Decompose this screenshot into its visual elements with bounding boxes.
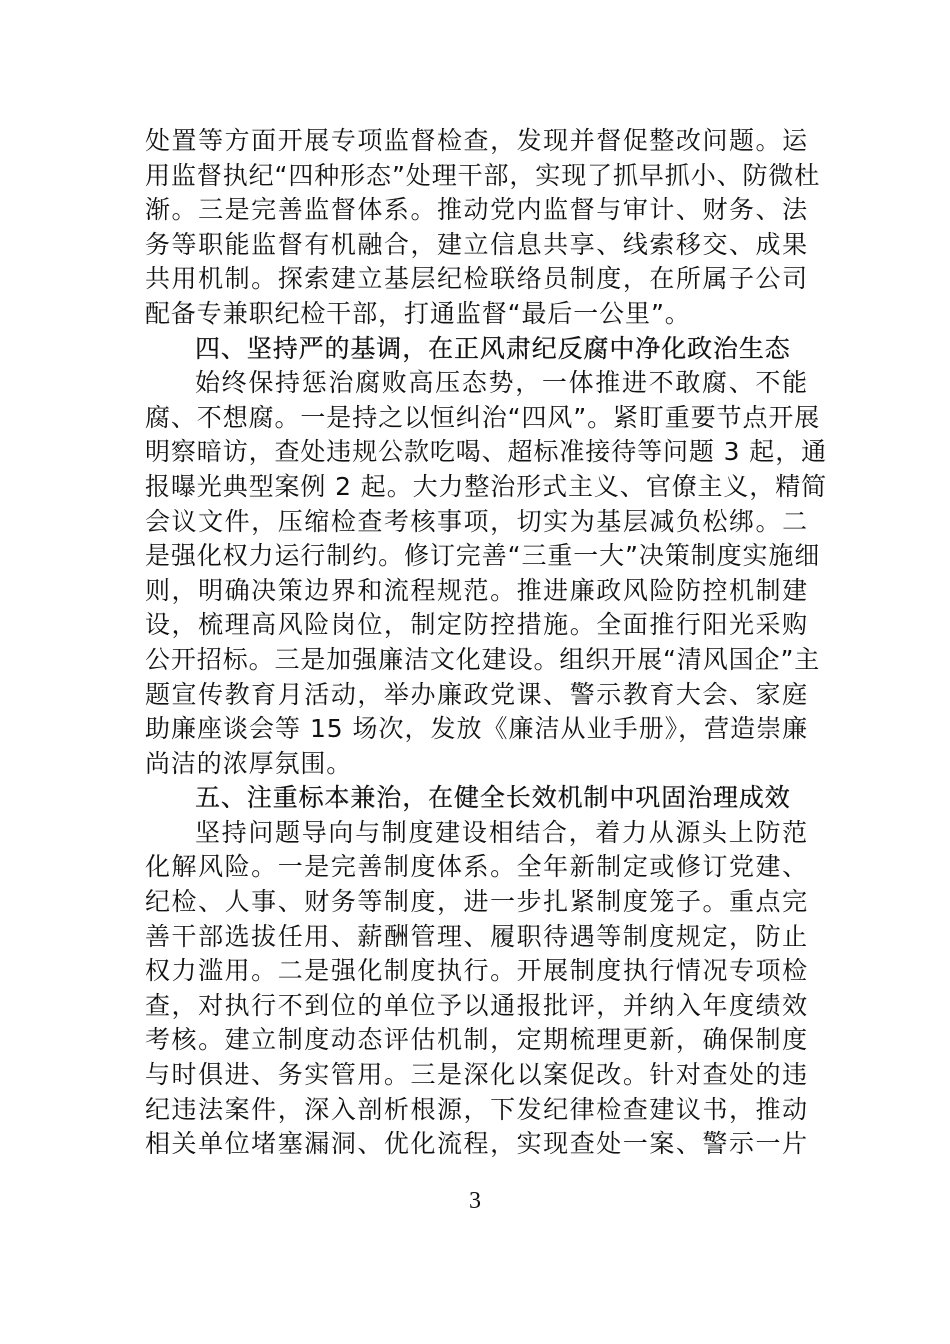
text-line: 设，梳理高风险岗位，制定防控措施。全面推行阳光采购 [145,610,808,640]
text-line: 与时俱进、务实管用。三是深化以案促改。针对查处的违 [145,1060,808,1090]
text-line: 务等职能监督有机融合，建立信息共享、线索移交、成果 [145,229,808,259]
section-heading-4: 四、坚持严的基调，在正风肃纪反腐中净化政治生态 [195,333,791,363]
section-heading-5: 五、注重标本兼治，在健全长效机制中巩固治理成效 [195,783,791,813]
text-line: 配备专兼职纪检干部，打通监督“最后一公里”。 [145,298,691,328]
text-line: 助廉座谈会等 15 场次，发放《廉洁从业手册》，营造崇廉 [145,714,808,744]
text-line: 渐。三是完善监督体系。推动党内监督与审计、财务、法 [145,195,808,225]
text-line: 报曝光典型案例 2 起。大力整治形式主义、官僚主义，精简 [145,471,828,501]
text-line: 公开招标。三是加强廉洁文化建设。组织开展“清风国企”主 [145,644,821,674]
text-line: 共用机制。探索建立基层纪检联络员制度，在所属子公司 [145,264,808,294]
text-line: 始终保持惩治腐败高压态势，一体推进不敢腐、不能 [195,368,808,398]
text-line: 是强化权力运行制约。修订完善“三重一大”决策制度实施细 [145,541,821,571]
text-line: 化解风险。一是完善制度体系。全年新制定或修订党建、 [145,852,808,882]
text-line: 纪违法案件，深入剖析根源，下发纪律检查建议书，推动 [145,1094,808,1124]
text-line: 腐、不想腐。一是持之以恒纠治“四风”。紧盯重要节点开展 [145,402,821,432]
text-line: 善干部选拔任用、薪酬管理、履职待遇等制度规定，防止 [145,921,808,951]
text-line: 查，对执行不到位的单位予以通报批评，并纳入年度绩效 [145,990,808,1020]
text-line: 权力滥用。二是强化制度执行。开展制度执行情况专项检 [145,956,808,986]
text-line: 考核。建立制度动态评估机制，定期梳理更新，确保制度 [145,1025,808,1055]
text-line: 用监督执纪“四种形态”处理干部，实现了抓早抓小、防微杜 [145,160,821,190]
text-line: 会议文件，压缩检查考核事项，切实为基层减负松绑。二 [145,506,808,536]
text-line: 明察暗访，查处违规公款吃喝、超标准接待等问题 3 起，通 [145,437,828,467]
text-line: 题宣传教育月活动，举办廉政党课、警示教育大会、家庭 [145,679,808,709]
text-line: 坚持问题导向与制度建设相结合，着力从源头上防范 [195,817,808,847]
text-line: 纪检、人事、财务等制度，进一步扎紧制度笼子。重点完 [145,887,808,917]
text-line: 相关单位堵塞漏洞、优化流程，实现查处一案、警示一片 [145,1129,808,1159]
text-line: 尚洁的浓厚氛围。 [145,748,353,778]
page-number: 3 [469,1188,481,1214]
document-body [145,124,828,1162]
text-line: 处置等方面开展专项监督检查，发现并督促整改问题。运 [145,126,808,155]
text-line: 则，明确决策边界和流程规范。推进廉政风险防控机制建 [145,575,808,605]
